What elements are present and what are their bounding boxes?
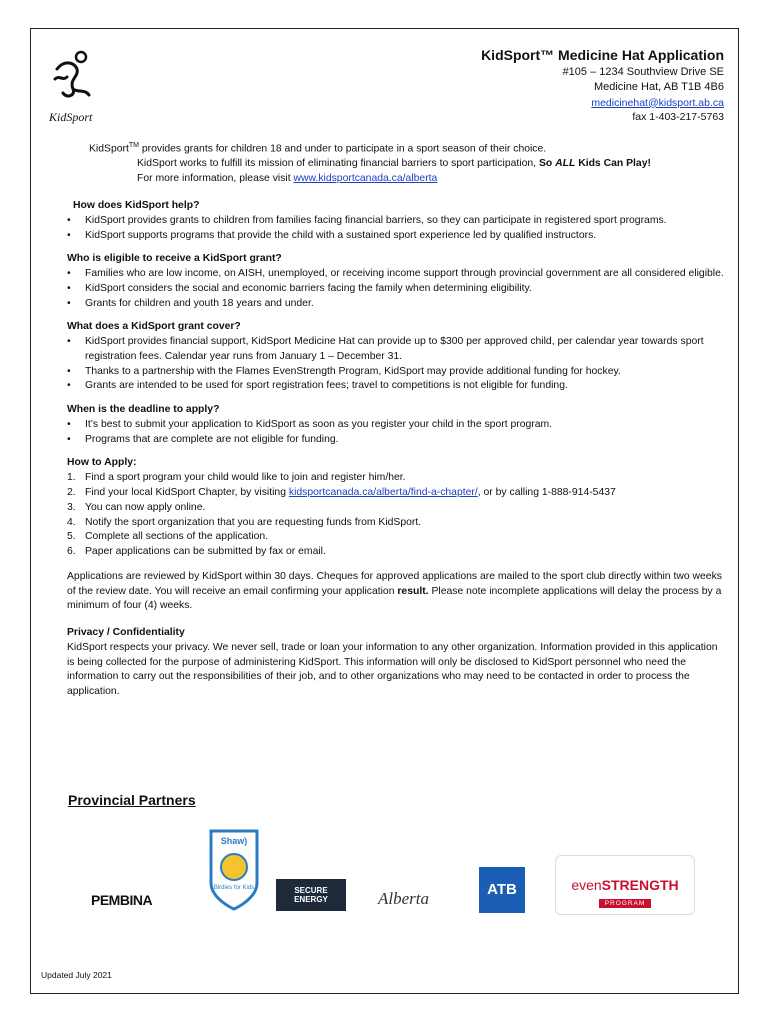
partners-heading: Provincial Partners (68, 792, 196, 808)
website-link[interactable]: www.kidsportcanada.ca/alberta (293, 173, 438, 184)
apply-heading: How to Apply: (67, 457, 137, 469)
shaw-badge-icon (203, 827, 265, 913)
shaw-sub-text: Birdies for Kids (213, 885, 255, 891)
step-number: 3. (67, 501, 76, 513)
intro-line-2 (89, 157, 729, 172)
list-item: • Programs that are complete are not eligible for funding. (67, 433, 727, 448)
step-number: 6. (67, 546, 76, 558)
fax-number: fax 1-403-217-5763 (632, 111, 724, 124)
pembina-logo: PEMBINA (91, 892, 153, 908)
list-item: • Grants are intended to be used for sport registration fees; travel to competitions is not eligible for funding. (67, 379, 727, 394)
list-item: • KidSport considers the social and economic barriers facing the family when determining eligibility. (67, 282, 727, 297)
info-sections (67, 199, 727, 700)
list-item (67, 530, 727, 545)
intro-line-1 (89, 141, 729, 157)
list-item (67, 501, 727, 516)
intro-line-3 (89, 172, 729, 187)
list-item: • Families who are low income, on AISH, unemployed, or receiving income support through provincial government are all considered eligible. (67, 267, 727, 282)
secure-text: SECURE (294, 886, 328, 895)
strength-text: STRENGTH (601, 877, 679, 893)
evenstrength-logo (555, 855, 695, 915)
even-text: even (571, 877, 602, 893)
alberta-logo: Alberta (378, 889, 429, 908)
atb-logo: ATB (479, 867, 525, 913)
review-text-a: Applications are reviewed by KidSport within 30 days. Cheques for approved applications are mailed to the sport club directly within two weeks of the review date. You will receive an email confirming your application (67, 570, 722, 597)
intro-text-2: KidSport works to fulfill its mission of eliminating financial barriers to sport participation, (137, 158, 539, 170)
privacy-paragraph: KidSport respects your privacy. We never sell, trade or loan your information to any other organization. Information provided in this application is being collected for the purpose of administering KidSport. This information will only be disclosed to KidSport personnel who need the information to carry out the responsibilities of their job, and to other organizations who may need to be contacted in order to process the application. (67, 641, 718, 698)
help-list (67, 214, 727, 244)
step-text: , or by calling 1-888-914-5437 (477, 487, 616, 499)
application-header (481, 46, 724, 125)
address-line-1: #105 – 1234 Southview Drive SE (562, 66, 724, 79)
document-page (30, 28, 739, 994)
step-number: 4. (67, 516, 76, 528)
list-item (67, 516, 727, 531)
brand-text: KidSport (89, 143, 129, 155)
address-line-2: Medicine Hat, AB T1B 4B6 (593, 81, 724, 94)
logo-wordmark: KidSport (49, 110, 93, 124)
intro-text-3: For more information, please visit (137, 173, 294, 184)
list-item: • Thanks to a partnership with the Flames EvenStrength Program, KidSport may provide additional funding for hockey. (67, 365, 727, 380)
step-text: Paper applications can be submitted by fax or email. (85, 546, 326, 558)
review-bold: result. (397, 585, 429, 597)
apply-steps (67, 471, 727, 560)
email-link[interactable]: medicinehat@kidsport.ab.ca (591, 96, 724, 109)
slogan-all: ALL (555, 158, 576, 170)
intro-block (89, 141, 729, 187)
updated-date: Updated July 2021 (41, 970, 112, 980)
step-number: 1. (67, 472, 76, 484)
eligible-list (67, 267, 727, 311)
list-item: • KidSport supports programs that provide the child with a sustained sport experience led by qualified instructors. (67, 229, 727, 244)
list-item: • KidSport provides financial support, KidSport Medicine Hat can provide up to $300 per approved child, per calendar year towards sport registration fees. Calendar year runs from January 1 – December 31. (67, 335, 727, 365)
step-text: Notify the sport organization that you are requesting funds from KidSport. (85, 516, 422, 528)
energy-text: ENERGY (294, 894, 328, 904)
deadline-heading: When is the deadline to apply? (67, 404, 220, 416)
review-text-b: Please note incomplete applications will delay the process by a minimum of four (4) weeks. (67, 585, 722, 612)
eligible-heading: Who is eligible to receive a KidSport grant? (67, 253, 282, 265)
evenstrength-wordmark (556, 876, 694, 896)
kidsport-logo (49, 49, 109, 124)
shaw-birdies-logo (203, 827, 265, 913)
list-item (67, 486, 727, 501)
step-text: You can now apply online. (85, 501, 206, 513)
step-text: Find your local KidSport Chapter, by visiting (85, 487, 289, 499)
help-heading: How does KidSport help? (73, 200, 200, 211)
page-title: KidSport™ Medicine Hat Application (481, 47, 724, 63)
step-number: 5. (67, 531, 76, 543)
privacy-heading: Privacy / Confidentiality (67, 627, 185, 639)
list-item: • Grants for children and youth 18 years and under. (67, 297, 727, 312)
shaw-text: Shaw) (220, 836, 248, 846)
intro-text-1: provides grants for children 18 and under to participate in a sport season of their choice. (138, 143, 547, 155)
running-kid-icon (49, 49, 95, 107)
cover-heading: What does a KidSport grant cover? (67, 321, 241, 333)
secure-energy-logo (276, 879, 346, 911)
list-item: • It’s best to submit your application to KidSport as soon as you register your child in the sport program. (67, 418, 727, 433)
step-text: Find a sport program your child would like to join and register him/her. (85, 472, 406, 484)
list-item (67, 545, 727, 560)
list-item (67, 471, 727, 486)
trademark: TM (128, 142, 139, 149)
step-number: 2. (67, 487, 76, 499)
list-item: • KidSport provides grants to children from families facing financial barriers, so they can participate in registered sport programs. (67, 214, 727, 229)
deadline-list (67, 418, 727, 448)
cover-list (67, 335, 727, 394)
slogan-b: Kids Can Play! (575, 158, 651, 170)
find-chapter-link[interactable]: kidsportcanada.ca/alberta/find-a-chapter/ (288, 487, 478, 499)
program-badge: PROGRAM (599, 899, 652, 908)
slogan-a: So (538, 158, 556, 170)
step-text: Complete all sections of the application. (85, 531, 269, 543)
review-paragraph (67, 570, 727, 614)
